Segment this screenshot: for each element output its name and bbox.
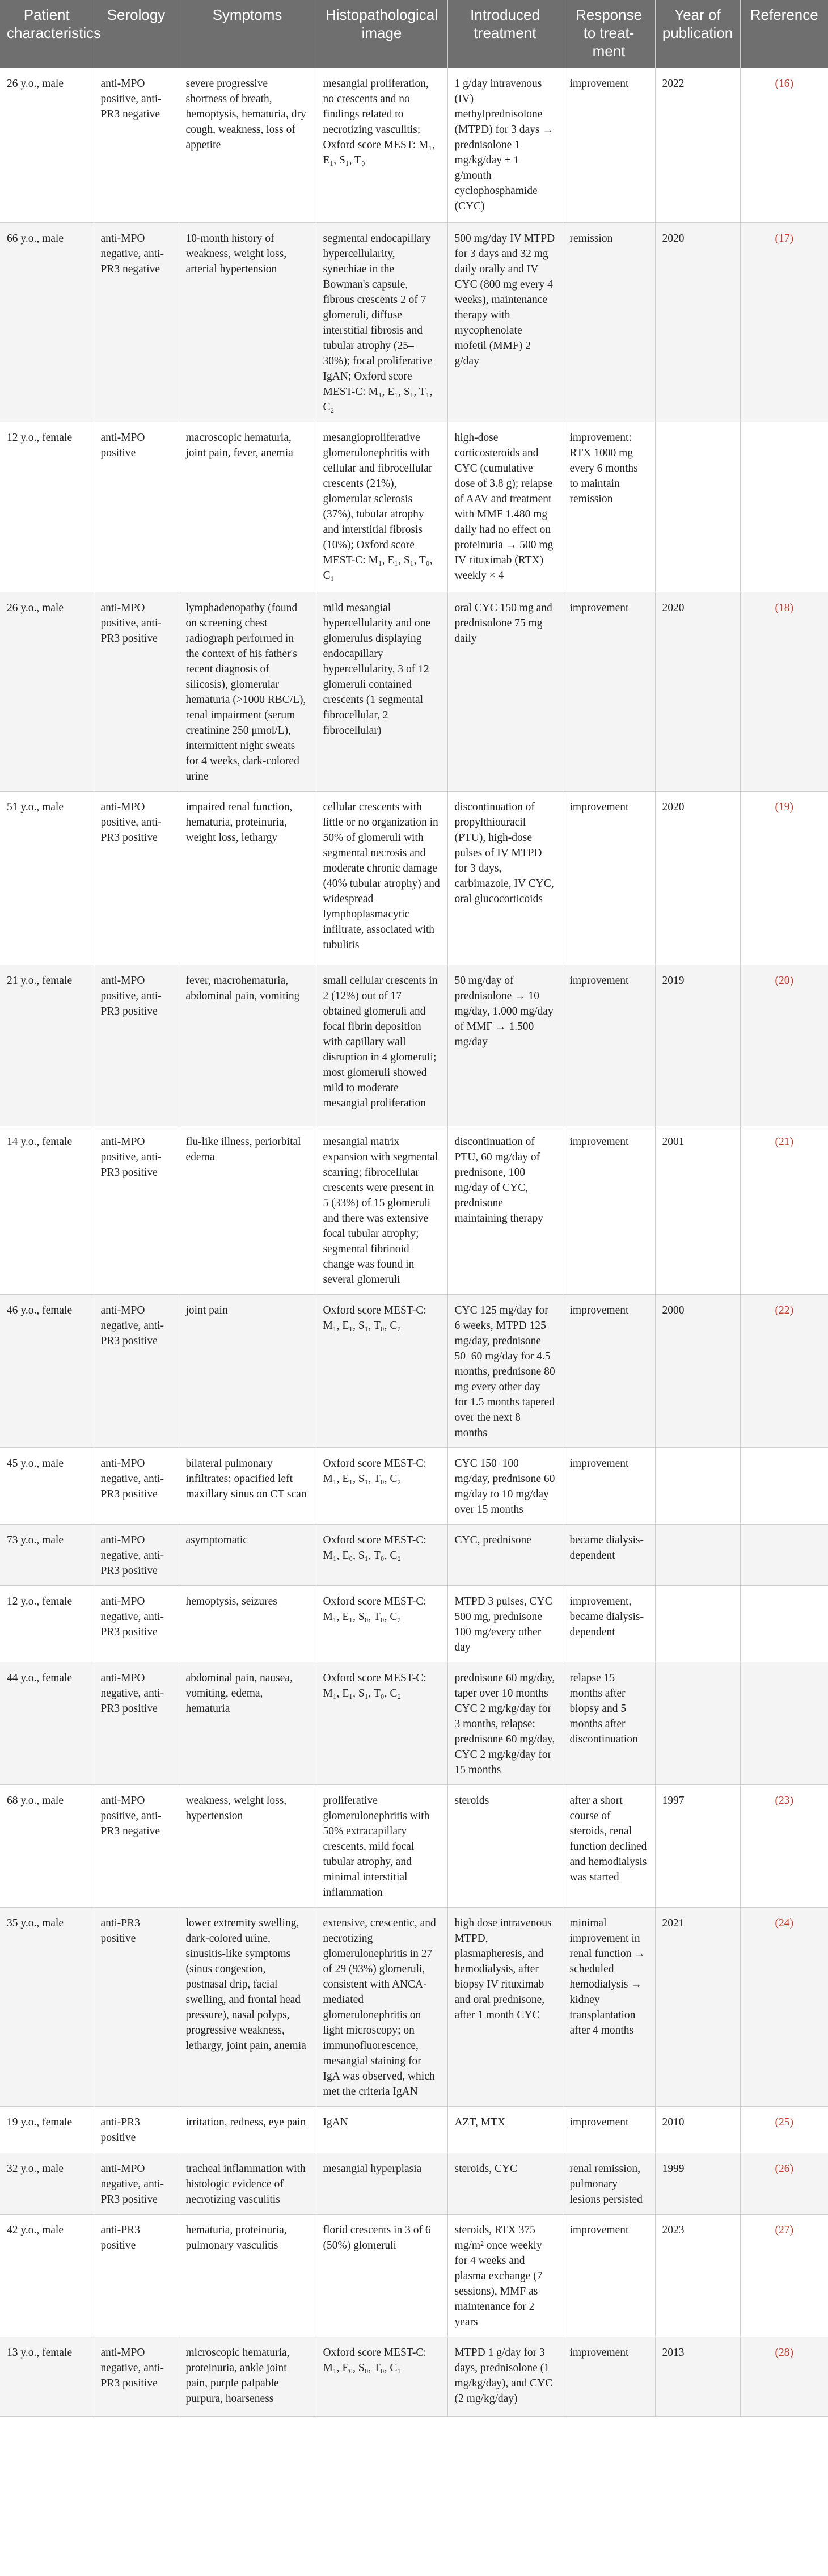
table-row	[0, 1662, 828, 1784]
reference-link[interactable]: (19)	[775, 801, 793, 813]
cell-treatment: discontinuation of PTU, 60 mg/day of prednisone, 100 mg/day of CYC, prednisone maintaining therapy	[447, 1126, 563, 1294]
cell-reference	[740, 2153, 828, 2214]
cell-serology: anti-MPO negative, anti-PR3 positive	[94, 2337, 179, 2416]
header-reference: Reference	[740, 0, 828, 68]
table-row	[0, 68, 828, 222]
cell-serology: anti-PR3 positive	[94, 2106, 179, 2153]
header-symptoms: Symptoms	[179, 0, 316, 68]
cell-reference	[740, 68, 828, 222]
cell-symptoms: microscopic hematuria, proteinuria, ankle joint pain, purple palpable purpura, hoarseness	[179, 2337, 316, 2416]
cell-serology: anti-MPO negative, anti-PR3 positive	[94, 1662, 179, 1784]
cell-year: 2020	[655, 222, 740, 422]
cell-serology: anti-MPO positive	[94, 422, 179, 592]
cell-histopathology: Oxford score MEST-C: M₁, E₁, S₁, T₀, C₂	[316, 1662, 447, 1784]
reference-link[interactable]: (18)	[775, 601, 793, 614]
cell-response: improvement	[563, 2214, 655, 2337]
cell-reference	[740, 1784, 828, 1907]
table-row	[0, 2337, 828, 2416]
cell-reference	[740, 1585, 828, 1662]
cell-symptoms: severe progressive shortness of breath, hemoptysis, hematuria, dry cough, weakness, loss of appetite	[179, 68, 316, 222]
cell-serology: anti-MPO positive, anti-PR3 negative	[94, 68, 179, 222]
cell-treatment: steroids, RTX 375 mg/m² once weekly for 4 weeks and plasma exchange (7 sessions), MMF as maintenance for 2 years	[447, 2214, 563, 2337]
cell-treatment: steroids, CYC	[447, 2153, 563, 2214]
cell-reference	[740, 965, 828, 1126]
cell-symptoms: macroscopic hematuria, joint pain, fever, anemia	[179, 422, 316, 592]
reference-link[interactable]: (23)	[775, 1794, 793, 1807]
cell-reference	[740, 2337, 828, 2416]
cell-treatment: prednisone 60 mg/day, taper over 10 months CYC 2 mg/kg/day for 3 months, relapse: prednisone 60 mg/day, CYC 2 mg/kg/day for 15 months	[447, 1662, 563, 1784]
reference-link[interactable]: (25)	[775, 2116, 793, 2128]
cell-reference	[740, 1662, 828, 1784]
cell-reference	[740, 592, 828, 791]
cell-patient: 51 y.o., male	[0, 791, 94, 965]
cell-serology: anti-MPO positive, anti-PR3 positive	[94, 791, 179, 965]
cell-reference	[740, 222, 828, 422]
cell-year: 2000	[655, 1294, 740, 1447]
cell-patient: 26 y.o., male	[0, 592, 94, 791]
cell-histopathology: extensive, crescentic, and necrotizing glomerulonephritis in 27 of 29 (93%) glomeruli, consistent with ANCA-mediated glomerulonephritis on light microscopy; on immunofluorescence, mesangial staining for IgA was observed, which met the criteria IgAN	[316, 1907, 447, 2106]
table-row	[0, 1907, 828, 2106]
cell-year: 2022	[655, 68, 740, 222]
table-row	[0, 965, 828, 1126]
cell-year: 2013	[655, 2337, 740, 2416]
cell-treatment: high-dose corticosteroids and CYC (cumulative dose of 3.8 g); relapse of AAV and treatment with MMF 1.480 mg daily had no effect on proteinuria → 500 mg IV rituximab (RTX) weekly × 4	[447, 422, 563, 592]
reference-link[interactable]: (27)	[775, 2224, 793, 2236]
cell-treatment: 50 mg/day of prednisolone → 10 mg/day, 1.000 mg/day of MMF → 1.500 mg/day	[447, 965, 563, 1126]
cell-patient: 35 y.o., male	[0, 1907, 94, 2106]
cell-reference	[740, 1447, 828, 1524]
cell-histopathology: cellular crescents with little or no organization in 50% of glomeruli with segmental necrosis and moderate chronic damage (40% tubular atrophy) and widespread lymphoplasmacytic infiltrate, associated with tubulitis	[316, 791, 447, 965]
cell-response: relapse 15 months after biopsy and 5 months after discontinuation	[563, 1662, 655, 1784]
cell-response: minimal improvement in renal function → scheduled hemodialysis → kidney transplantation after 4 months	[563, 1907, 655, 2106]
header-row	[0, 0, 828, 68]
cell-reference	[740, 1907, 828, 2106]
cell-serology: anti-MPO negative, anti-PR3 negative	[94, 222, 179, 422]
cell-reference	[740, 2214, 828, 2337]
cell-symptoms: flu-like illness, periorbital edema	[179, 1126, 316, 1294]
cell-treatment: high dose intravenous MTPD, plasmapheresis, and hemodialysis, after biopsy IV rituximab and oral prednisone, after 1 month CYC	[447, 1907, 563, 2106]
table-row	[0, 2214, 828, 2337]
cell-response: improvement	[563, 791, 655, 965]
cell-serology: anti-MPO negative, anti-PR3 positive	[94, 1294, 179, 1447]
cell-year	[655, 422, 740, 592]
cell-response: improvement, became dialysis-dependent	[563, 1585, 655, 1662]
header-patient-characteristics: Patient characteristics	[0, 0, 94, 68]
cell-treatment: 500 mg/day IV MTPD for 3 days and 32 mg daily orally and IV CYC (800 mg every 4 weeks), maintenance therapy with mycophenolate mofetil (MMF) 2 g/day	[447, 222, 563, 422]
cell-response: improvement	[563, 592, 655, 791]
cell-year: 2019	[655, 965, 740, 1126]
cell-response: after a short course of steroids, renal function declined and hemodialysis was started	[563, 1784, 655, 1907]
cell-patient: 21 y.o., female	[0, 965, 94, 1126]
cell-year	[655, 1585, 740, 1662]
cell-response: improvement	[563, 2337, 655, 2416]
cell-response: remission	[563, 222, 655, 422]
cell-treatment: 1 g/day intravenous (IV) methylprednisolone (MTPD) for 3 days → prednisolone 1 mg/kg/day + 1 g/month cyclophosphamide (CYC)	[447, 68, 563, 222]
table-row	[0, 1524, 828, 1585]
cell-patient: 73 y.o., male	[0, 1524, 94, 1585]
cell-response: improvement	[563, 965, 655, 1126]
cell-histopathology: mild mesangial hypercellularity and one glomerulus displaying endocapillary hypercellularity, 3 of 12 glomeruli contained crescents (1 segmental fibrocellular, 2 fibrocellular)	[316, 592, 447, 791]
cell-patient: 14 y.o., female	[0, 1126, 94, 1294]
cell-histopathology: mesangioproliferative glomerulonephritis with cellular and fibrocellular crescents (21%), glomerular sclerosis (37%), tubular atrophy and interstitial fibrosis (10%); Oxford score MEST-C: M₁, E₁, S₁, T₀, C₁	[316, 422, 447, 592]
table-row	[0, 2106, 828, 2153]
cell-reference	[740, 1126, 828, 1294]
cell-histopathology: segmental endocapillary hypercellularity, synechiae in the Bowman's capsule, fibrous crescents 2 of 7 glomeruli, diffuse interstitial fibrosis and tubular atrophy (25–30%); focal proliferative IgAN; Oxford score MEST-C: M₁, E₁, S₁, T₁, C₂	[316, 222, 447, 422]
table-body	[0, 68, 828, 2416]
cell-symptoms: 10-month history of weakness, weight loss, arterial hypertension	[179, 222, 316, 422]
cell-histopathology: mesangial matrix expansion with segmental scarring; fibrocellular crescents were present in 5 (33%) of 15 glomeruli and there was extensive focal tubular atrophy; segmental fibrinoid change was found in several glomeruli	[316, 1126, 447, 1294]
reference-link[interactable]: (21)	[775, 1135, 793, 1148]
cell-treatment: MTPD 3 pulses, CYC 500 mg, prednisone 100 mg/every other day	[447, 1585, 563, 1662]
cell-year: 2021	[655, 1907, 740, 2106]
cell-year: 1999	[655, 2153, 740, 2214]
cell-treatment: MTPD 1 g/day for 3 days, prednisolone (1 mg/kg/day), and CYC (2 mg/kg/day)	[447, 2337, 563, 2416]
cell-patient: 19 y.o., female	[0, 2106, 94, 2153]
cell-histopathology: mesangial proliferation, no crescents and no findings related to necrotizing vasculitis; Oxford score MEST: M₁, E₁, S₁, T₀	[316, 68, 447, 222]
cell-histopathology: Oxford score MEST-C: M₁, E₀, S₁, T₀, C₂	[316, 1524, 447, 1585]
cell-symptoms: lower extremity swelling, dark-colored urine, sinusitis-like symptoms (sinus congestion, postnasal drip, facial swelling, and frontal head pressure), nasal polyps, progressive weakness, lethargy, joint pain, anemia	[179, 1907, 316, 2106]
cell-histopathology: small cellular crescents in 2 (12%) out of 17 obtained glomeruli and focal fibrin deposition with capillary wall disruption in 4 glomeruli; most glomeruli showed mild to moderate mesangial proliferation	[316, 965, 447, 1126]
cell-year	[655, 1662, 740, 1784]
cell-symptoms: impaired renal function, hematuria, proteinuria, weight loss, lethargy	[179, 791, 316, 965]
cell-treatment: AZT, MTX	[447, 2106, 563, 2153]
cell-histopathology: Oxford score MEST-C: M₁, E₁, S₀, T₀, C₂	[316, 1585, 447, 1662]
table-row	[0, 1447, 828, 1524]
cell-response: improvement: RTX 1000 mg every 6 months to maintain remission	[563, 422, 655, 592]
cell-response: improvement	[563, 1126, 655, 1294]
reference-link[interactable]: (16)	[775, 78, 793, 90]
table-row	[0, 592, 828, 791]
cell-patient: 12 y.o., female	[0, 1585, 94, 1662]
cell-year: 2020	[655, 791, 740, 965]
cell-response: improvement	[563, 2106, 655, 2153]
table-row	[0, 1294, 828, 1447]
reference-link[interactable]: (28)	[775, 2346, 793, 2359]
cell-patient: 44 y.o., female	[0, 1662, 94, 1784]
cell-symptoms: bilateral pulmonary infiltrates; opacified left maxillary sinus on CT scan	[179, 1447, 316, 1524]
cell-serology: anti-MPO positive, anti-PR3 positive	[94, 592, 179, 791]
cell-patient: 12 y.o., female	[0, 422, 94, 592]
cell-histopathology: Oxford score MEST-C: M₁, E₁, S₁, T₀, C₂	[316, 1447, 447, 1524]
cell-response: became dialysis-dependent	[563, 1524, 655, 1585]
cell-patient: 42 y.o., male	[0, 2214, 94, 2337]
cell-treatment: CYC, prednisone	[447, 1524, 563, 1585]
cell-response: improvement	[563, 1447, 655, 1524]
cell-patient: 13 y.o., female	[0, 2337, 94, 2416]
cell-symptoms: tracheal inflammation with histologic evidence of necrotizing vasculitis	[179, 2153, 316, 2214]
cell-serology: anti-MPO positive, anti-PR3 positive	[94, 965, 179, 1126]
cell-histopathology: mesangial hyperplasia	[316, 2153, 447, 2214]
cell-year: 2023	[655, 2214, 740, 2337]
cell-symptoms: abdominal pain, nausea, vomiting, edema, hematuria	[179, 1662, 316, 1784]
cell-patient: 26 y.o., male	[0, 68, 94, 222]
cell-histopathology: IgAN	[316, 2106, 447, 2153]
table-row	[0, 1126, 828, 1294]
cell-serology: anti-MPO negative, anti-PR3 positive	[94, 1524, 179, 1585]
cell-year: 2020	[655, 592, 740, 791]
header-serology: Serology	[94, 0, 179, 68]
table-row	[0, 2153, 828, 2214]
cell-patient: 46 y.o., female	[0, 1294, 94, 1447]
cell-symptoms: asymptomatic	[179, 1524, 316, 1585]
reference-link[interactable]: (26)	[775, 2162, 793, 2175]
cell-patient: 68 y.o., male	[0, 1784, 94, 1907]
table-row	[0, 1585, 828, 1662]
table-header	[0, 0, 828, 68]
reference-link[interactable]: (22)	[775, 1304, 793, 1316]
cell-symptoms: hemoptysis, seizures	[179, 1585, 316, 1662]
cell-symptoms: irritation, redness, eye pain	[179, 2106, 316, 2153]
cell-histopathology: Oxford score MEST-C: M₁, E₀, S₀, T₀, C₁	[316, 2337, 447, 2416]
cell-treatment: CYC 125 mg/day for 6 weeks, MTPD 125 mg/day, prednisone 50–60 mg/day for 4.5 months, prednisone 80 mg every other day for 1.5 months tapered over the next 8 months	[447, 1294, 563, 1447]
reference-link[interactable]: (20)	[775, 974, 793, 987]
cell-treatment: steroids	[447, 1784, 563, 1907]
cell-serology: anti-MPO positive, anti-PR3 positive	[94, 1126, 179, 1294]
cell-serology: anti-MPO negative, anti-PR3 positive	[94, 1585, 179, 1662]
table-row	[0, 1784, 828, 1907]
cell-year: 2010	[655, 2106, 740, 2153]
cell-histopathology: proliferative glomerulonephritis with 50% extracapillary crescents, mild focal tubular atrophy, and minimal interstitial inflammation	[316, 1784, 447, 1907]
header-response: Response to treat-ment	[563, 0, 655, 68]
cell-serology: anti-PR3 positive	[94, 1907, 179, 2106]
cell-response: improvement	[563, 68, 655, 222]
cell-symptoms: weakness, weight loss, hypertension	[179, 1784, 316, 1907]
cell-year	[655, 1524, 740, 1585]
cell-patient: 66 y.o., male	[0, 222, 94, 422]
cell-histopathology: florid crescents in 3 of 6 (50%) glomeruli	[316, 2214, 447, 2337]
reference-link[interactable]: (24)	[775, 1917, 793, 1929]
cell-symptoms: hematuria, proteinuria, pulmonary vasculitis	[179, 2214, 316, 2337]
cell-treatment: oral CYC 150 mg and prednisolone 75 mg daily	[447, 592, 563, 791]
cell-year: 2001	[655, 1126, 740, 1294]
cell-reference	[740, 1524, 828, 1585]
cell-reference	[740, 1294, 828, 1447]
cell-histopathology: Oxford score MEST-C: M₁, E₁, S₁, T₀, C₂	[316, 1294, 447, 1447]
header-year: Year of publication	[655, 0, 740, 68]
cell-year	[655, 1447, 740, 1524]
cell-serology: anti-MPO negative, anti-PR3 positive	[94, 1447, 179, 1524]
cell-symptoms: fever, macrohematuria, abdominal pain, vomiting	[179, 965, 316, 1126]
header-histopathological-image: Histopathological image	[316, 0, 447, 68]
cell-symptoms: joint pain	[179, 1294, 316, 1447]
cell-reference	[740, 422, 828, 592]
cell-treatment: discontinuation of propylthiouracil (PTU), high-dose pulses of IV MTPD for 3 days, carbimazole, IV CYC, oral glucocorticoids	[447, 791, 563, 965]
header-introduced-treatment: Introduced treatment	[447, 0, 563, 68]
table-row	[0, 422, 828, 592]
cell-serology: anti-MPO negative, anti-PR3 positive	[94, 2153, 179, 2214]
table-row	[0, 222, 828, 422]
cell-serology: anti-MPO positive, anti-PR3 negative	[94, 1784, 179, 1907]
cell-patient: 45 y.o., male	[0, 1447, 94, 1524]
cell-year: 1997	[655, 1784, 740, 1907]
table-row	[0, 791, 828, 965]
cell-response: improvement	[563, 1294, 655, 1447]
cell-response: renal remission, pulmonary lesions persisted	[563, 2153, 655, 2214]
cell-patient: 32 y.o., male	[0, 2153, 94, 2214]
cell-treatment: CYC 150–100 mg/day, prednisone 60 mg/day to 10 mg/day over 15 months	[447, 1447, 563, 1524]
cell-reference	[740, 791, 828, 965]
cell-reference	[740, 2106, 828, 2153]
reference-link[interactable]: (17)	[775, 232, 793, 245]
cell-symptoms: lymphadenopathy (found on screening chest radiograph performed in the context of his father's recent diagnosis of silicosis), glomerular hematuria (>1000 RBC/L), renal impairment (serum creatinine 250 μmol/L), intermittent night sweats for 4 weeks, dark-colored urine	[179, 592, 316, 791]
cell-serology: anti-PR3 positive	[94, 2214, 179, 2337]
